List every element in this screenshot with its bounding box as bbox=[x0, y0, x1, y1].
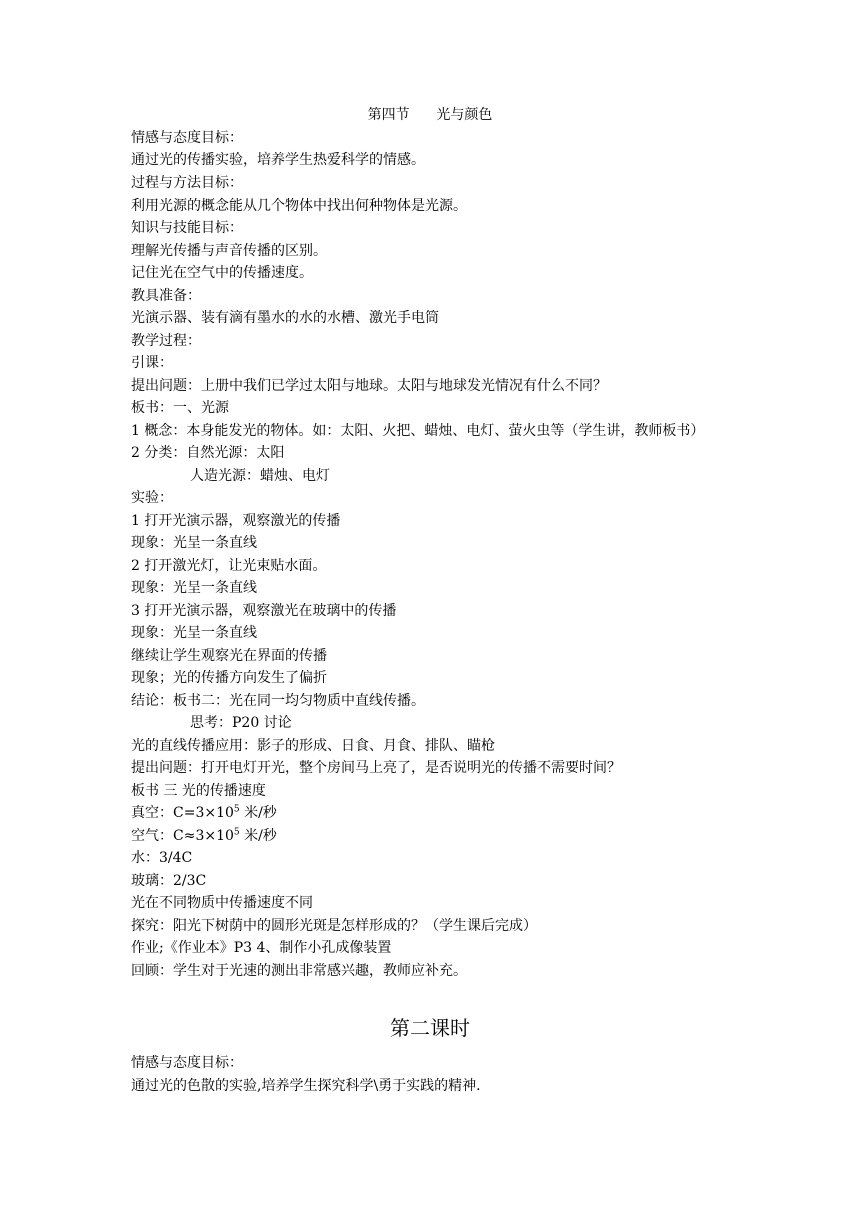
text-line: 板书：一、光源 bbox=[131, 400, 229, 416]
text-line: 教具准备： bbox=[131, 288, 201, 304]
text-line: 板书 三 光的传播速度 bbox=[131, 783, 266, 799]
speed-air-line bbox=[131, 825, 277, 847]
text-line: 引课： bbox=[131, 355, 173, 371]
text-line: 光的直线传播应用：影子的形成、日食、月食、排队、瞄枪 bbox=[131, 738, 495, 754]
text-line: 知识与技能目标： bbox=[131, 220, 243, 236]
speed-air-prefix: 空气：C≈3×10 bbox=[131, 828, 234, 844]
text-line: 通过光的色散的实验,培养学生探究科学\勇于实践的精神. bbox=[131, 1078, 481, 1094]
text-line: 记住光在空气中的传播速度。 bbox=[131, 265, 313, 281]
text-line: 过程与方法目标： bbox=[131, 175, 243, 191]
text-line: 现象；光的传播方向发生了偏折 bbox=[131, 670, 327, 686]
text-line: 光演示器、装有滴有墨水的水的水槽、激光手电筒 bbox=[131, 310, 439, 326]
text-line: 探究：阳光下树荫中的圆形光斑是怎样形成的？（学生课后完成） bbox=[131, 918, 537, 934]
text-line: 情感与态度目标： bbox=[131, 1055, 243, 1071]
text-line: 作业;《作业本》P3 4、制作小孔成像装置 bbox=[131, 940, 392, 956]
text-line: 利用光源的概念能从几个物体中找出何种物体是光源。 bbox=[131, 198, 467, 214]
text-line: 通过光的传播实验，培养学生热爱科学的情感。 bbox=[131, 152, 425, 168]
text-line: 玻璃：2/3C bbox=[131, 873, 207, 889]
speed-vacuum-prefix: 真空：C=3×10 bbox=[131, 805, 234, 821]
text-line: 实验： bbox=[131, 490, 173, 506]
speed-vacuum-line bbox=[131, 802, 277, 824]
text-line: 结论：板书二：光在同一均匀物质中直线传播。 bbox=[131, 693, 425, 709]
lesson-subtitle: 第二课时 bbox=[390, 1016, 470, 1040]
text-line: 提出问题：上册中我们已学过太阳与地球。太阳与地球发光情况有什么不同？ bbox=[131, 378, 607, 394]
text-line: 现象：光呈一条直线 bbox=[131, 580, 257, 596]
text-line: 水：3/4C bbox=[131, 850, 193, 866]
text-line: 1 概念：本身能发光的物体。如：太阳、火把、蜡烛、电灯、萤火虫等（学生讲，教师板书） bbox=[131, 423, 705, 439]
text-line: 2 分类：自然光源：太阳 bbox=[131, 445, 285, 461]
speed-vacuum-suffix: 米/秒 bbox=[239, 805, 277, 821]
speed-vacuum-exponent: 5 bbox=[233, 804, 240, 815]
speed-air-exponent: 5 bbox=[233, 827, 240, 838]
text-line: 理解光传播与声音传播的区别。 bbox=[131, 243, 327, 259]
text-line: 情感与态度目标： bbox=[131, 130, 243, 146]
text-line: 现象：光呈一条直线 bbox=[131, 535, 257, 551]
speed-air-suffix: 米/秒 bbox=[239, 828, 277, 844]
text-line: 提出问题：打开电灯开光，整个房间马上亮了，是否说明光的传播不需要时间？ bbox=[131, 760, 621, 776]
text-line: 光在不同物质中传播速度不同 bbox=[131, 895, 313, 911]
text-line: 现象：光呈一条直线 bbox=[131, 625, 257, 641]
text-line: 思考：P20 讨论 bbox=[190, 715, 292, 731]
text-line: 回顾：学生对于光速的测出非常感兴趣，教师应补充。 bbox=[131, 963, 467, 979]
text-line: 继续让学生观察光在界面的传播 bbox=[131, 648, 327, 664]
text-line: 教学过程： bbox=[131, 333, 201, 349]
text-line: 人造光源：蜡烛、电灯 bbox=[190, 468, 330, 484]
text-line: 2 打开激光灯，让光束贴水面。 bbox=[131, 558, 327, 574]
text-line: 1 打开光演示器，观察激光的传播 bbox=[131, 513, 341, 529]
section-title: 第四节 光与颜色 bbox=[367, 107, 493, 123]
text-line: 3 打开光演示器，观察激光在玻璃中的传播 bbox=[131, 603, 397, 619]
